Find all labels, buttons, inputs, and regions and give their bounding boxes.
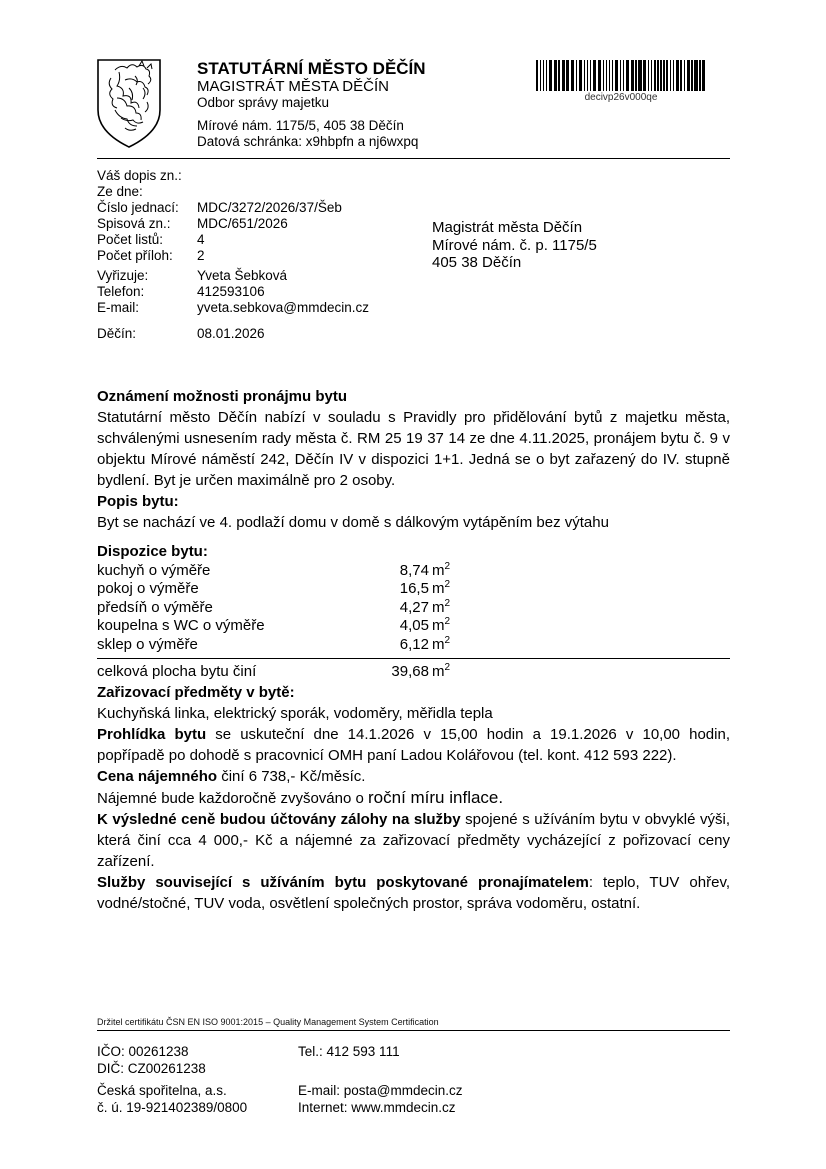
ref-label: Váš dopis zn.: [97, 168, 182, 183]
dispozice-row [97, 562, 730, 581]
ref-label: Počet listů: [97, 232, 164, 247]
ref-row-date [97, 326, 369, 342]
total-label: celková plocha bytu činí [97, 662, 257, 680]
footer-bank: Česká spořitelna, a.s. [97, 1083, 227, 1098]
announcement-heading: Oznámení možnosti pronájmu bytu [97, 388, 348, 405]
room-label: pokoj o výměře [97, 580, 199, 598]
footer-row [97, 1043, 730, 1060]
letterhead-text [197, 59, 537, 150]
ref-label: Telefon: [97, 284, 145, 299]
dispozice-row [97, 580, 730, 599]
footer-certification: Držitel certifikátu ČSN EN ISO 9001:2015 – Quality Management System Certification [97, 1017, 730, 1031]
recipient-line: 405 38 Děčín [432, 254, 522, 271]
zarizovaci-text: Kuchyňská linka, elektrický sporák, vodoměry, měřidla tepla [97, 704, 493, 722]
footer-dic: DIČ: CZ00261238 [97, 1061, 206, 1076]
ref-row [97, 216, 369, 232]
najemne-text: Nájemné bude každoročně zvyšováno o roční míru inflace. [97, 787, 504, 807]
room-area: 6,12 $m^2$ [399, 634, 450, 653]
popis-heading: Popis bytu: [97, 493, 179, 510]
letter-body [97, 386, 730, 914]
ref-row [97, 184, 369, 200]
ref-label: Vyřizuje: [97, 268, 149, 283]
footer-row [97, 1099, 730, 1116]
ref-row [97, 232, 369, 248]
footer-email: E-mail: posta@mmdecin.cz [298, 1083, 463, 1098]
room-label: sklep o výměře [97, 635, 198, 653]
ref-value [197, 184, 369, 200]
ref-value: 412593106 [197, 284, 265, 299]
room-area: 16,5 $m^2$ [399, 579, 450, 598]
footer-internet: Internet: www.mmdecin.cz [298, 1100, 456, 1115]
org-subname: MAGISTRÁT MĚSTA DĚČÍN [197, 78, 389, 95]
footer-account: č. ú. 19-921402389/0800 [97, 1100, 248, 1115]
popis-text: Byt se nachází ve 4. podlaží domu v domě s dálkovým vytápěním bez výtahu [97, 514, 609, 531]
coat-of-arms-icon [95, 58, 163, 155]
ref-row [97, 284, 369, 300]
ref-label: Ze dne: [97, 184, 143, 199]
ref-label: Spisová zn.: [97, 216, 171, 231]
dispozice-row [97, 617, 730, 636]
barcode-bars [526, 60, 716, 91]
footer-info [97, 1043, 730, 1116]
sluzby-text: Služby související s užíváním bytu poskytované pronajímatelem: teplo, TUV ohřev, vodné/stočné, TUV voda, osvětlení společných prostor, správa vodoměru, ostatní. [97, 873, 731, 912]
barcode-caption: decivp26v000qe [584, 92, 658, 103]
ref-label: E-mail: [97, 300, 140, 315]
org-databox: Datová schránka: x9hbpfn a nj6wxpq [197, 134, 419, 149]
ref-value: MDC/3272/2026/37/Šeb [197, 200, 342, 215]
ref-value: 08.01.2026 [197, 326, 265, 341]
ref-value [197, 168, 369, 184]
room-area: 4,05 $m^2$ [399, 616, 450, 635]
prohlidka-text: Prohlídka bytu se uskuteční dne 14.1.2026 v 15,00 hodin a 19.1.2026 v 10,00 hodin, popřípadě po dohodě s pracovnicí OMH paní Ladou Kolářovou (tel. kont. 412 593 222). [97, 725, 730, 764]
org-department: Odbor správy majetku [197, 95, 330, 110]
room-area: 4,27 $m^2$ [399, 597, 450, 616]
room-label: kuchyň o výměře [97, 561, 211, 579]
letterhead [95, 56, 535, 156]
ref-label: Děčín: [97, 326, 137, 341]
zalohy-text: K výsledné ceně budou účtovány zálohy na služby spojené s užíváním bytu v obvyklé výši, která činí cca 4 000,- Kč a nájemné za zařizovací předměty vycházející z pořizovací ceny zařízení. [97, 810, 730, 870]
dispozice-row [97, 599, 730, 618]
ref-value: Yveta Šebková [197, 268, 288, 283]
ref-row [97, 300, 369, 316]
room-label: koupelna s WC o výměře [97, 617, 265, 635]
ref-row [97, 168, 369, 184]
dispozice-heading: Dispozice bytu: [97, 543, 208, 560]
footer-row [97, 1082, 730, 1099]
zarizovaci-heading: Zařizovací předměty v bytě: [97, 683, 295, 701]
ref-label: Počet příloh: [97, 248, 173, 263]
total-area: 39,68 $m^2$ [391, 661, 450, 680]
ref-value: 2 [197, 248, 205, 263]
ref-value: yveta.sebkova@mmdecin.cz [197, 300, 370, 315]
recipient-line: Magistrát města Děčín [432, 219, 583, 236]
ref-value: 4 [197, 232, 205, 247]
dispozice-row [97, 636, 730, 655]
org-address: Mírové nám. 1175/5, 405 38 Děčín [197, 118, 404, 133]
announcement-text: Statutární město Děčín nabízí v souladu s Pravidly pro přidělování bytů z majetku města, schválenými usnesením rady města č. RM 25 19 37 14 ze dne 4.11.2025, pronájem bytu č. 9 v objektu Mírové náměstí 242, Děčín IV v dispozici 1+1. Jedná se o byt zařazený do IV. stupně bydlení. Byt je určen maximálně pro 2 osoby. [97, 409, 730, 489]
footer-tel: Tel.: 412 593 111 [298, 1044, 400, 1059]
org-name: STATUTÁRNÍ MĚSTO DĚČÍN [197, 59, 426, 78]
reference-block [97, 168, 369, 342]
dispozice-section [97, 543, 730, 682]
cena-text: Cena nájemného činí 6 738,- Kč/měsíc. [97, 767, 366, 785]
footer-row [97, 1060, 730, 1077]
room-area: 8,74 $m^2$ [399, 560, 450, 579]
room-label: předsíň o výměře [97, 598, 213, 616]
footer-ico: IČO: 00261238 [97, 1044, 189, 1059]
ref-label: Číslo jednací: [97, 200, 179, 215]
ref-value: MDC/651/2026 [197, 216, 288, 231]
recipient-line: Mírové nám. č. p. 1175/5 [432, 236, 597, 254]
ref-row [97, 248, 369, 264]
header-divider [97, 158, 730, 159]
ref-row [97, 268, 369, 284]
dispozice-total-row [97, 658, 730, 682]
ref-row [97, 200, 369, 216]
barcode [526, 60, 716, 104]
recipient-address [432, 219, 597, 272]
